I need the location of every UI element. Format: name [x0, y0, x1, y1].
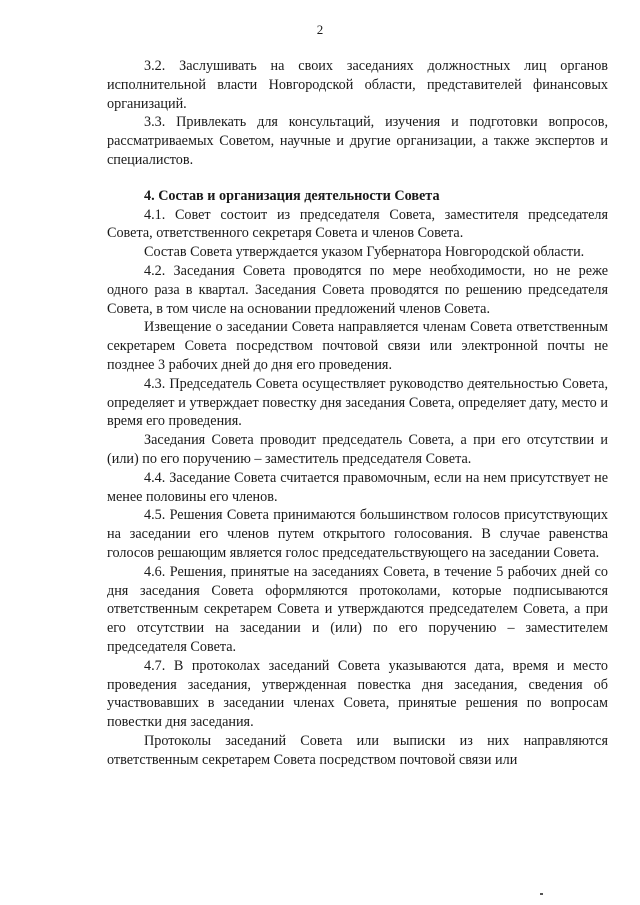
paragraph-4-3: 4.3. Председатель Совета осуществляет руководство деятельностью Совета, определяет и утверждает повестку дня заседания Совета, определяет дату, место и время его проведения. [107, 375, 608, 430]
paragraph-protocols: Протоколы заседаний Совета или выписки из них направляются ответственным секретарем Совета посредством почтовой связи или [107, 732, 608, 768]
paragraph-4-7: 4.7. В протоколах заседаний Совета указываются дата, время и место проведения заседания, утвержденная повестка дня заседания, сведения об участвовавших в заседании членах Совета, принятые решения по вопросам повестки дня заседания. [107, 657, 608, 731]
scan-artifact [540, 893, 543, 895]
paragraph-4-6: 4.6. Решения, принятые на заседаниях Совета, в течение 5 рабочих дней со дня заседания Совета оформляются протоколами, которые подписываются ответственным секретарем Совета и утверждаются председателем Совета, а при его отсутствии на заседании и (или) по его поручению – заместителем председателя Совета. [107, 563, 608, 655]
paragraph-council-composition: Состав Совета утверждается указом Губернатора Новгородской области. [144, 244, 585, 261]
paragraph-4-5: 4.5. Решения Совета принимаются большинством голосов присутствующих на заседании его членов путем открытого голосования. В случае равенства голосов решающим является голос председательствующего на заседании Совета. [107, 507, 608, 561]
paragraph-3-2: 3.2. Заслушивать на своих заседаниях должностных лиц органов исполнительной власти Новгородской области, представителей финансовых организаций. [107, 58, 608, 112]
section-heading: 4. Состав и организация деятельности Совета [144, 187, 440, 204]
page-number: 2 [316, 22, 324, 37]
document-body [107, 57, 608, 769]
paragraph-4-1: 4.1. Совет состоит из председателя Совета, заместителя председателя Совета, ответственного секретаря Совета и членов Совета. [107, 206, 608, 242]
paragraph-4-2: 4.2. Заседания Совета проводятся по мере необходимости, но не реже одного раза в квартал. Заседания Совета проводятся по решению председателя Совета, в том числе на основании предложений членов Совета. [107, 262, 608, 317]
paragraph-meeting-notice: Извещение о заседании Совета направляется членам Совета ответственным секретарем Совета посредством почтовой связи или электронной почты не позднее 3 рабочих дней до дня его проведения. [107, 319, 608, 373]
paragraph-3-3: 3.3. Привлекать для консультаций, изучения и подготовки вопросов, рассматриваемых Советом, научные и другие организации, а также экспертов и специалистов. [107, 114, 608, 168]
paragraph-4-4: 4.4. Заседание Совета считается правомочным, если на нем присутствует не менее половины его членов. [107, 469, 608, 505]
paragraph-meeting-chair: Заседания Совета проводит председатель Совета, а при его отсутствии и (или) по его поручению – заместитель председателя Совета. [107, 432, 608, 467]
